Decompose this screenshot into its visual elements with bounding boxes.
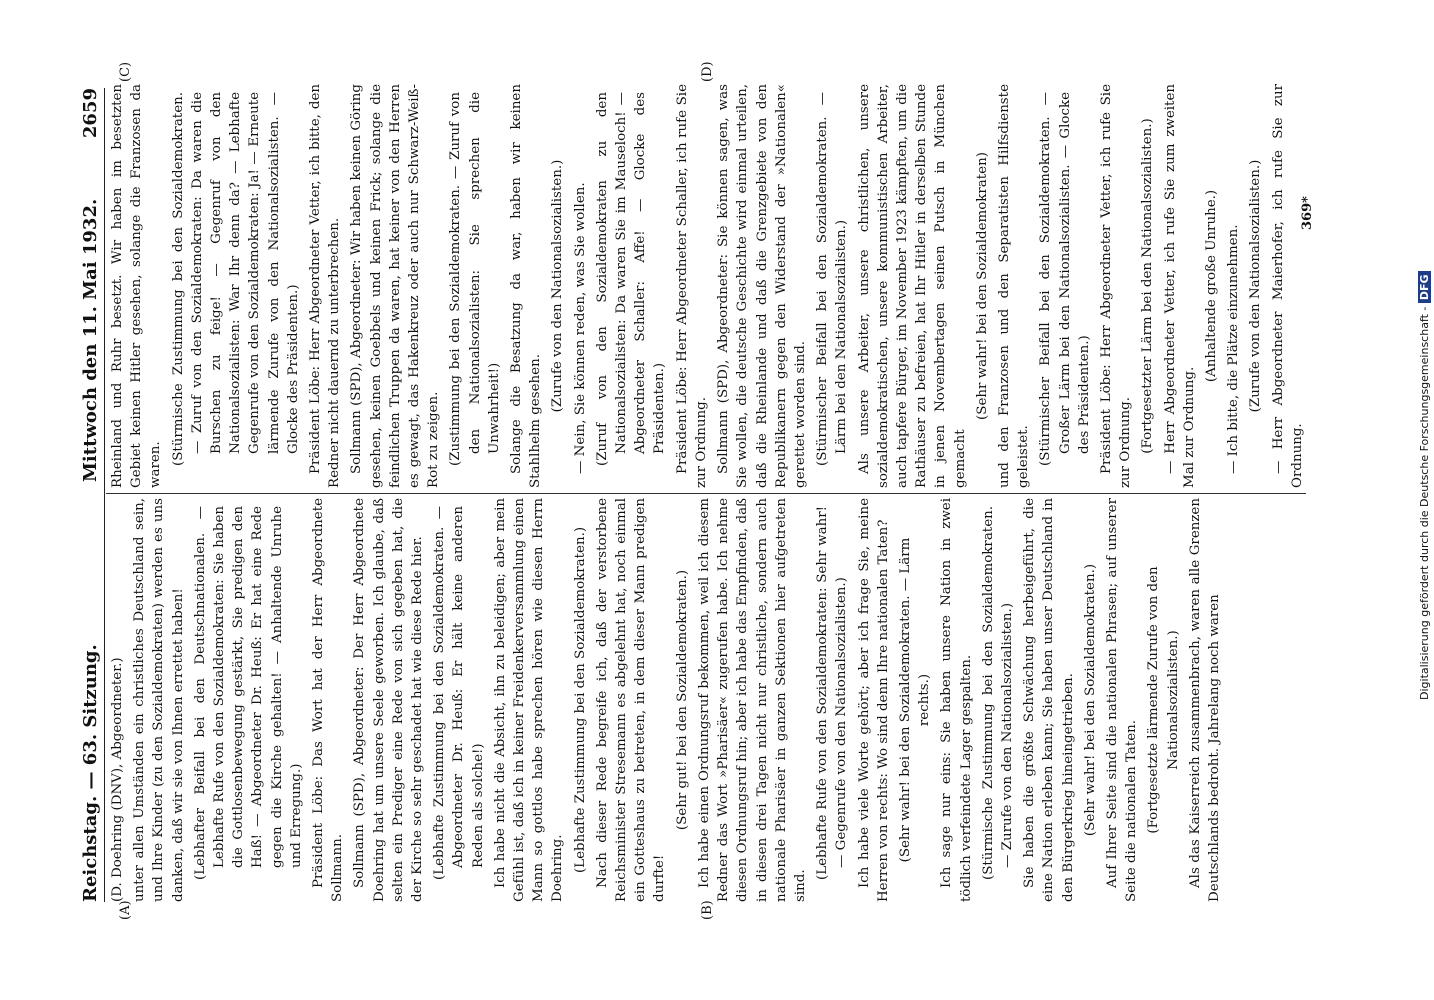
paragraph: Ich habe nicht die Absicht, ihn zu beleidigen; aber mein Gefühl ist, daß ich in keiner Freidenkerversammlung einen Mann so gottlos habe sprechen hören wie diesen Herrn Doehring. [492,498,566,902]
dfg-logo: DFG [1418,271,1431,303]
paragraph: Präsident Löbe: Herr Abgeordneter Vetter, ich bitte, den Redner nicht dauernd zu unterbrechen. [308,84,343,488]
interjection: (Anhaltende große Unruhe.) [1203,189,1219,383]
paragraph: und den Franzosen und den Separatisten Hilfsdienste geleistet. [996,84,1032,488]
interjection: (Stürmischer Beifall bei den Sozialdemokraten. — Lärm bei den Nationalsozialisten.) [815,92,850,466]
paragraph: Sollmann (SPD), Abgeordneter: Der Herr Abgeordnete Doehring hat um unsere Seele geworben. Ich glaube, daß selten ein Prediger eine Rede von sich gegeben hat, die der Kirche so sehr geschadet hat wie diese Rede hier. [352,498,426,902]
header-date: Mittwoch den 11. Mai 1932. [80,198,101,482]
interjection: (Lebhafter Beifall bei den Deutschnationalen. — Lebhafte Rufe von den Sozialdemokraten: Sie haben die Gottlosenbewegung gestärkt, Sie predigen den Haß! — Abgeordneter Dr. Heuß: Er hat eine Rede gegen die Kirche gehalten! — Anhaltende Unruhe und Erregung.) [192,506,304,880]
margin-letter-b: (B) [700,900,715,920]
funding-text: Digitalisierung gefördert durch die Deutsche Forschungsgemeinschaft - [1418,306,1431,700]
margin-letter-d: (D) [700,61,715,82]
header-session: Reichstag. — 63. Sitzung. [80,644,101,902]
paragraph: Präsident Löbe: Herr Abgeordneter Vetter, ich rufe Sie zur Ordnung. [1098,84,1134,488]
interjection: (Stürmische Zustimmung bei den Sozialdemokraten. — Zurufe von den Nationalsozialisten.) [980,506,1015,880]
page-number: 2659 [80,88,101,139]
printer-signature: 369* [1300,196,1315,230]
paragraph: Sollmann (SPD), Abgeordneter: Sie können sagen, was Sie wollen, die deutsche Geschichte wird einmal urteilen, daß die Rheinlande und daß die Grenzgebiete von den Republikanern gegen den Widerstand der »Nationalen« gerettet worden sind. [716,84,808,488]
text-column-left [108,498,1227,902]
interjection: (Sehr wahr! bei den Sozialdemokraten) [974,152,990,420]
interjection: (Sehr wahr! bei den Sozialdemokraten. — Lärm rechts.) [897,537,933,863]
margin-letter-a: (A) [118,900,133,920]
text-column-right [108,84,1310,488]
interjection: (Zurufe von den Nationalsozialisten.) [1248,159,1264,413]
interjection: (Stürmische Zustimmung bei den Sozialdemokraten. — Zuruf von den Sozialdemokraten: Da waren die Burschen zu feige! — Gegenruf von den Nationalsozialisten: War Ihr denn da? — Lebhafte Gegenrufe von den Sozialdemokraten: Ja! — Erneute lärmende Zurufe von den Nationalsozialisten. — Glocke des Präsidenten.) [170,92,301,466]
paragraph: unter allen Umständen ein christliches Deutschland sein, und Ihre Kinder (zu den Sozialdemokraten) werden es uns danken, daß wir sie von Ihnen errettet haben! [132,498,186,902]
paragraph: Auf Ihrer Seite sind die nationalen Phrasen; auf unserer Seite die nationalen Taten. [1104,498,1140,902]
paragraph: Sollmann (SPD), Abgeordneter: Wir haben keinen Göring gesehen, keinen Goebbels und keinen Frick; solange die feindlichen Truppen da waren, hat keiner von den Herren es gewagt, das Hakenkreuz oder auch nur Schwarz-Weiß-Rot zu zeigen. [349,84,442,488]
paragraph: Ich sage nur eins: Sie haben unsere Nation in zwei tödlich verfeindete Lager gespalten. [939,498,974,902]
paragraph: — Nein, Sie können reden, was Sie wollen. [572,182,588,474]
paragraph: Als das Kaiserreich zusammenbrach, waren alle Grenzen Deutschlands bedroht. Jahrelang noch waren [1187,498,1222,902]
interjection: (Lebhafte Zustimmung bei den Sozialdemokraten.) [572,526,588,874]
paragraph: — Ich bitte, die Plätze einzunehmen. [1226,224,1242,474]
paragraph: Präsident Löbe: Herr Abgeordneter Schaller, ich rufe Sie zur Ordnung. [674,84,709,488]
paragraph: — Herr Abgeordneter Vetter, ich rufe Sie zum zweiten Mal zur Ordnung. [1162,84,1197,488]
paragraph: Nach dieser Rede begreife ich, daß der verstorbene Reichsminister Stresemann es abgelehnt hat, noch einmal ein Gotteshaus zu betreten, in dem dieser Mann predigen durfte! [594,498,668,902]
paragraph: Sie haben die größte Schwächung herbeigeführt, die eine Nation erleben kann; Sie haben unser Deutschland in den Bürgerkrieg hineingetrieben. [1022,498,1076,902]
interjection: (Zurufe von den Nationalsozialisten.) [550,159,566,413]
paragraph: Als unsere Arbeiter, unsere christlichen, unsere sozialdemokratischen, unsere kommunistischen Arbeiter, auch tapfere Bürger, im November 1923 kämpften, um die Rathäuser zu befreien, hat Ihr Hitler in derselben Stunde in jenen Novembertagen seinen Putsch in München gemacht [856,84,968,488]
interjection: (Zuruf von den Sozialdemokraten zu den Nationalsozialisten: Da waren Sie im Mauseloch! — Abgeordneter Schaller: Affe! — Glocke des Präsidenten.) [594,92,668,466]
page-header [78,88,105,902]
paragraph: Solange die Besatzung da war, haben wir keinen Stahlhelm gesehen. [509,84,544,488]
paragraph: Ich habe einen Ordnungsruf bekommen, weil ich diesem Redner das Wort »Pharisäer« zugerufen habe. Ich nehme diesen Ordnungsruf hin; aber ich habe das Empfinden, daß in diesen drei Tagen nicht nur christliche, sondern auch nationale Pharisäer in ganzen Sektionen hier aufgetreten sind. [696,498,808,902]
paragraph: — Herr Abgeordneter Maierhofer, ich rufe Sie zur Ordnung. [1270,84,1305,488]
funding-note [1418,0,1431,700]
margin-letter-c: (C) [118,61,133,82]
interjection: (Stürmischer Beifall bei den Sozialdemokraten. — Großer Lärm bei den Nationalsozialisten. — Glocke des Präsidenten.) [1038,92,1092,466]
interjection: (Fortgesetzte lärmende Zurufe von den Nationalsozialisten.) [1146,566,1181,834]
speaker-continuation: (D. Doehring (DNV), Abgeordneter.) [110,657,125,902]
interjection: (Sehr wahr! bei den Sozialdemokraten.) [1082,563,1098,837]
interjection: (Zustimmung bei den Sozialdemokraten. — Zuruf von den Nationalsozialisten: Sie sprechen die Unwahrheit!) [448,92,502,466]
interjection: (Fortgesetzter Lärm bei den Nationalsozialisten.) [1140,118,1156,454]
column-divider [106,493,1306,494]
paragraph: Präsident Löbe: Das Wort hat der Herr Abgeordnete Sollmann. [311,498,346,902]
paragraph: Ich habe viele Worte gehört; aber ich frage Sie, meine Herren von rechts: Wo sind denn Ihre nationalen Taten? [856,498,891,902]
paragraph: Rheinland und Ruhr besetzt. Wir haben im besetzten Gebiet keinen Hitler gesehen, solange die Franzosen da waren. [110,84,164,488]
interjection: (Sehr gut! bei den Sozialdemokraten.) [674,569,690,831]
interjection: (Lebhafte Rufe von den Sozialdemokraten: Sehr wahr! — Gegenrufe von den Nationalsozialisten.) [815,506,850,880]
interjection: (Lebhafte Zustimmung bei den Sozialdemokraten. — Abgeordneter Dr. Heuß: Er hält keine anderen Reden als solche!) [432,506,486,880]
